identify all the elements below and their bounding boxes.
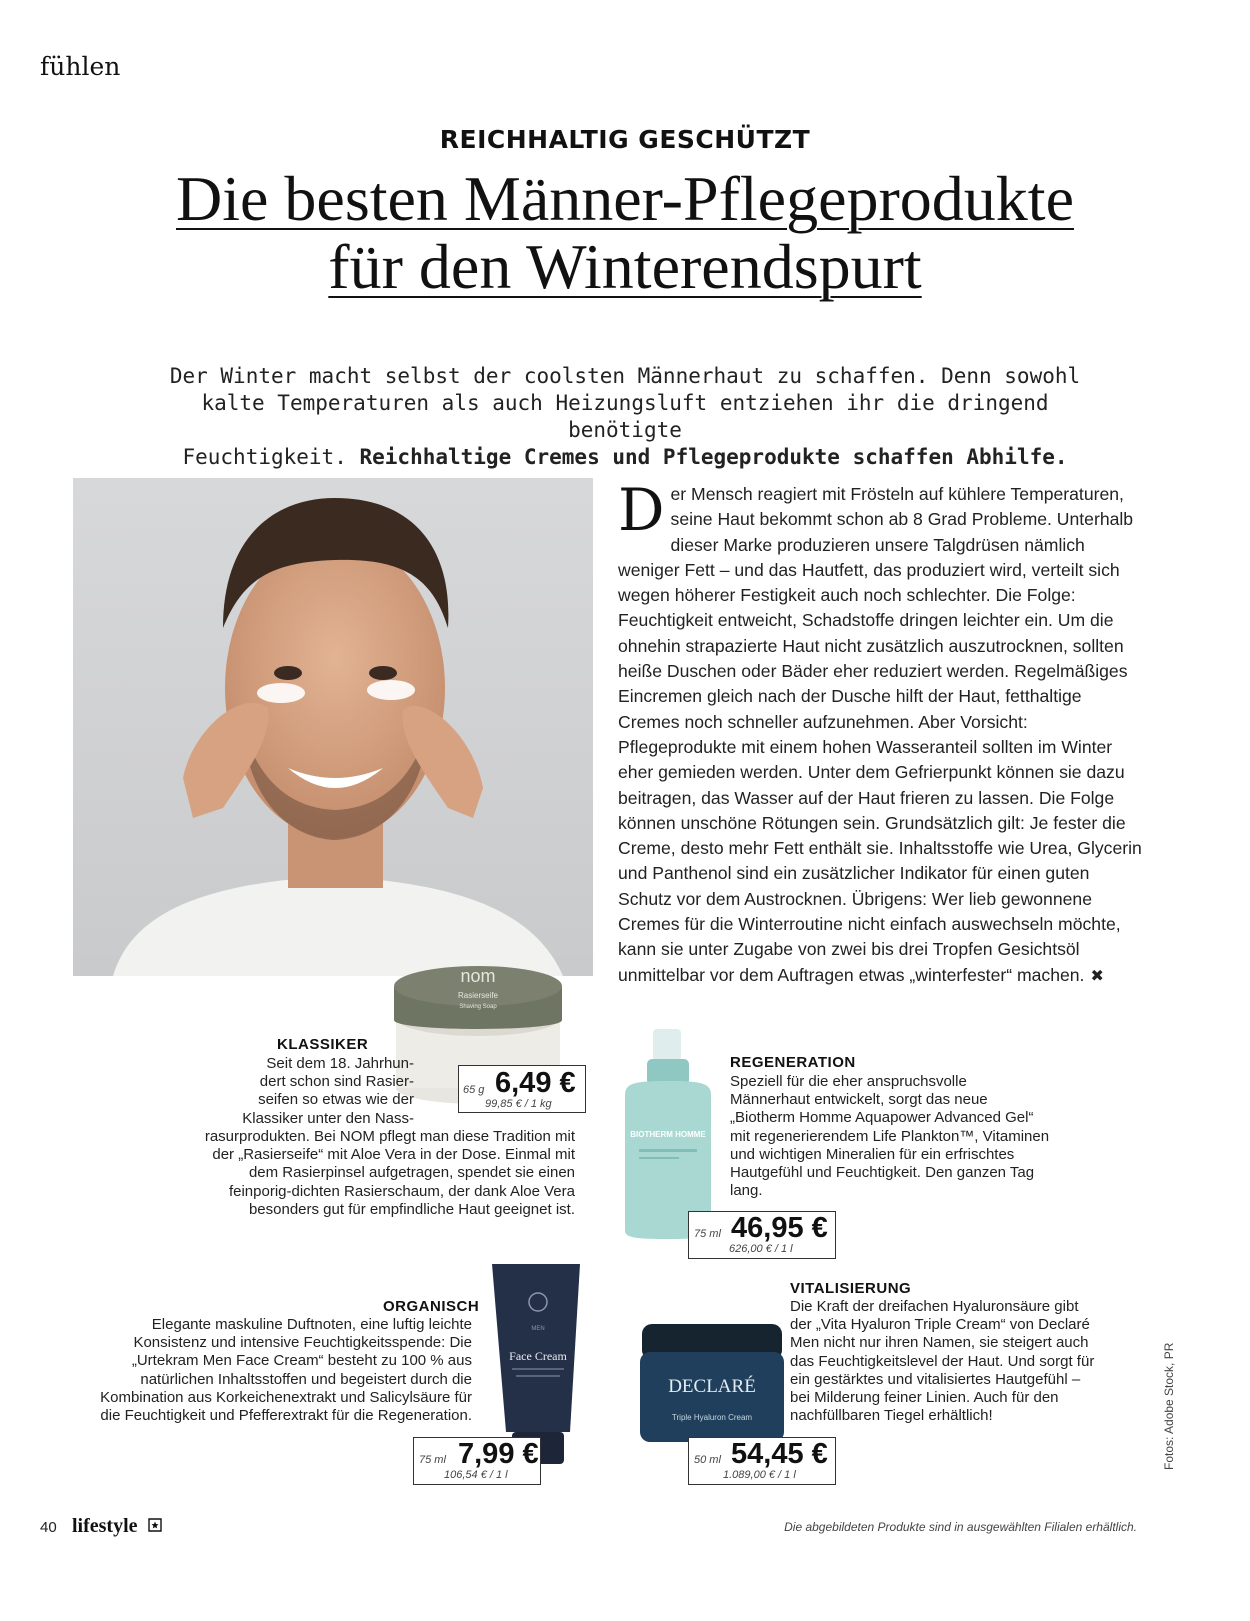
declare-jar-label: Triple Hyaluron Cream [671, 1413, 753, 1422]
organisch-unit-price: 106,54 € / 1 l [444, 1469, 508, 1481]
headline-line-1: Die besten Männer-Pflegeprodukte [176, 163, 1074, 234]
klassiker-price: 6,49 € [495, 1067, 576, 1099]
drop-cap: D [618, 476, 665, 544]
magazine-brand-text: lifestyle [72, 1515, 138, 1537]
declare-jar-brand: DECLARÉ [668, 1376, 756, 1397]
nom-jar-label: Rasierseife [457, 991, 499, 1000]
organisch-title: ORGANISCH [383, 1298, 480, 1315]
klassiker-line-4: Klassiker unter den Nass- [242, 1109, 414, 1127]
klassiker-qty: 65 g [463, 1084, 485, 1096]
star-frame-icon [147, 1517, 163, 1533]
page-number: 40 [40, 1519, 57, 1536]
regeneration-price-tag [688, 1211, 836, 1259]
article-headline [0, 165, 1250, 301]
intro-line-1: Der Winter macht selbst der coolsten Männerhaut zu schaffen. Denn sowohl [169, 364, 1081, 388]
klassiker-text-rest: rasurprodukten. Bei NOM pflegt man diese Tradition mit der „Rasierseife“ mit Aloe Vera in der Dose. Einmal mit dem Rasierpinsel aufgetragen, spendet sie einen feinporig-dichten Rasierschaum, der dank Aloe Vera besonders gut für empfindliche Haut geeignet ist. [204, 1128, 575, 1218]
klassiker-line-1: Seit dem 18. Jahrhun- [266, 1055, 414, 1072]
intro-line-3: Feuchtigkeit. [182, 445, 360, 469]
man-applying-cream-illustration [73, 478, 593, 976]
organisch-price: 7,99 € [458, 1438, 539, 1470]
intro-line-3-bold: Reichhaltige Cremes und Pflegeprodukte schaffen Abhilfe. [359, 445, 1068, 469]
klassiker-text-top [204, 1055, 414, 1128]
vitalisierung-title: VITALISIERUNG [790, 1280, 912, 1297]
regeneration-unit-price: 626,00 € / 1 l [729, 1243, 793, 1255]
vitalisierung-price: 54,45 € [731, 1438, 828, 1470]
magazine-brand [72, 1515, 163, 1538]
article-body-text: er Mensch reagiert mit Frösteln auf kühlere Temperaturen, seine Haut bekommt schon ab 8 Grad Probleme. Unterhalb dieser Marke produzieren unsere Talgdrüsen nämlich weniger Fett – und das Hautfett, das produziert wird, verteilt sich wegen höherer Festigkeit auch noch schlechter. Die Folge: Feuchtigkeit entweicht, Schadstoffe dringen leichter ein. Um die ohnehin strapazierte Haut nicht zusätzlich auszutrocknen, sollten heiße Duschen oder Bäder eher reduziert werden. Regelmäßiges Eincremen gleich nach der Dusche hilft der Haut, fetthaltige Cremes noch schneller aufzunehmen. Aber Vorsicht: Pflegeprodukte mit einem hohen Wasseranteil sollten im Winter eher gemieden werden. Unter dem Gefrierpunkt können sie dazu beitragen, das Wasser auf der Haut frieren zu lassen. Die Folge können unschöne Rötungen sein. Grundsätzlich gilt: Je fester die Creme, desto mehr Fett enthält sie. Inhaltsstoffe wie Urea, Glycerin und Panthenol sind ein zusätzlicher Indikator für einen guten Schutz vor dem Austrocknen. Übrigens: Wer lieb gewonnene Cremes für die Winterroutine nicht einfach auswechseln möchte, kann sie unter Zugabe von zwei bis drei Tropfen Gesichtsöl unmittelbar vor dem Auftragen etwas „winterfester“ machen. [618, 484, 1142, 985]
headline-line-2: für den Winterendspurt [328, 231, 922, 302]
organisch-price-tag [413, 1437, 541, 1485]
organisch-qty: 75 ml [419, 1454, 446, 1466]
vitalisierung-text: Die Kraft der dreifachen Hyaluronsäure gibt der „Vita Hyaluron Triple Cream“ von Declaré Men nicht nur ihren Namen, sie steigert auch das Feuchtigkeitslevel der Haut. Und sorgt für ein gestärktes und vitalisiertes Hautgefühl – bei Milderung feiner Linien. Auch für den nachfüllbaren Tiegel erhältlich! [790, 1298, 1095, 1425]
biotherm-bottle-brand: BIOTHERM HOMME [630, 1130, 706, 1139]
regeneration-price: 46,95 € [731, 1212, 828, 1244]
vitalisierung-price-tag [688, 1437, 836, 1485]
klassiker-title: KLASSIKER [277, 1036, 369, 1053]
end-mark-icon: ✖ [1090, 967, 1104, 985]
klassiker-price-tag [458, 1065, 586, 1113]
section-label: fühlen [40, 52, 121, 81]
article-intro [150, 363, 1100, 471]
klassiker-line-3: seifen so etwas wie der [258, 1091, 414, 1109]
nom-jar-brand: nom [460, 966, 496, 986]
availability-note: Die abgebildeten Produkte sind in ausgewählten Filialen erhältlich. [784, 1520, 1137, 1534]
vitalisierung-unit-price: 1.089,00 € / 1 l [723, 1469, 796, 1481]
regeneration-title: REGENERATION [730, 1054, 856, 1071]
klassiker-line-2: dert schon sind Rasier- [259, 1073, 414, 1091]
biotherm-gel-image [615, 1025, 725, 1240]
vitalisierung-qty: 50 ml [694, 1454, 721, 1466]
photo-credits: Fotos: Adobe Stock, PR [1162, 1342, 1176, 1470]
organisch-text: Elegante maskuline Duftnoten, eine luftig leichte Konsistenz und intensive Feuchtigkeitsspende: Die „Urtekram Men Face Cream“ besteht zu 100 % aus natürlichen Inhaltsstoffen und begeistert durch die Kombination aus Korkeichenextrakt und Salicylsäure für die Feuchtigkeit und Pfefferextrakt für die Regeneration. [100, 1316, 472, 1425]
nom-jar-sub: Shaving Soap [459, 1004, 497, 1010]
declare-triple-cream-image [638, 1322, 788, 1447]
urtekram-tube-sub: MEN [531, 1326, 545, 1332]
regeneration-qty: 75 ml [694, 1228, 721, 1240]
hero-photo [73, 478, 593, 976]
urtekram-tube-label: Face Cream [509, 1349, 567, 1363]
klassiker-unit-price: 99,85 € / 1 kg [485, 1098, 552, 1110]
article-kicker: REICHHALTIG GESCHÜTZT [439, 125, 811, 154]
intro-line-2: kalte Temperaturen als auch Heizungsluft entziehen ihr die dringend benötigte [201, 391, 1049, 442]
regeneration-text: Speziell für die eher anspruchsvolle Männerhaut entwickelt, sorgt das neue „Biotherm Homme Aquapower Advanced Gel“ mit regenerierendem Life Plankton™, Vitaminen und wichtigen Mineralien für ein erfrischtes Hautgefühl und Feuchtigkeit. Den ganzen Tag lang. [730, 1073, 1050, 1200]
article-body [618, 476, 1142, 989]
